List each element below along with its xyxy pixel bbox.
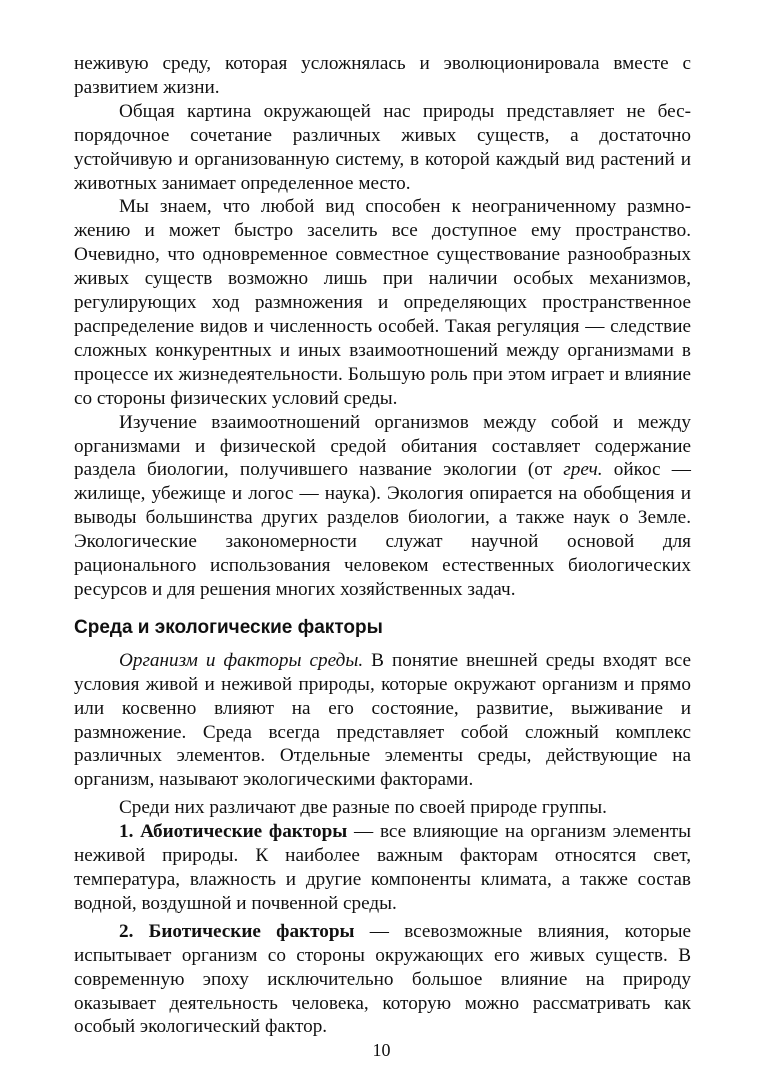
- paragraph-1: неживую среду, которая усложнялась и эволюционировала вместе с развитием жизни.: [74, 53, 691, 98]
- paragraph-8: [74, 920, 691, 1040]
- paragraph-7-text: — все влияющие на организм элементы неживой природы. К наиболее важным факторам относятся свет, температура, влажность и другие компоненты климата, а также состав водной, воздушной и почвенной среды.: [74, 821, 691, 914]
- paragraph-8-text: — всевозможные влияния, которые испытывает организм со стороны окружающих его живых существ. В современную эпоху исключительно большое влияние на природу оказывает деятельность человека, которую можно рассматривать как особый экологический фактор.: [74, 920, 691, 1038]
- paragraph-7: [74, 820, 691, 916]
- paragraph-7-bold-lead: 1. Абиотические факторы: [119, 821, 348, 843]
- paragraph-6: Среди них различают две разные по своей природе группы.: [119, 797, 607, 819]
- paragraph-4-text-a: Изучение взаимоотношений организмов между собой и между организмами и физической средой обитания составляет содержание раздела биологии, получившего название экологии (от: [74, 411, 691, 481]
- section-heading: Среда и экологические факторы: [74, 616, 383, 638]
- paragraph-4: [74, 411, 691, 602]
- paragraph-2: Общая картина окружающей нас природы представляет не беспорядочное сочетание различных живых существ, а достаточно устойчивую и организованную систему, в которой каждый вид растений и животных занимает определенное место.: [74, 100, 691, 194]
- paragraph-5: [74, 649, 691, 792]
- page-number: 10: [372, 1040, 391, 1060]
- page-body: [74, 52, 691, 1039]
- paragraph-4-text-b: ойкос — жилище, убежище и логос — наука). Экология опирается на обобщения и выводы большинства других разделов биологии, а также наук о Земле. Экологические закономерности служат научной основой для рационального использования человеком естественных биологических ресурсов и для решения многих хозяйственных задач.: [74, 459, 691, 600]
- paragraph-5-text: В понятие внешней среды входят все условия живой и неживой природы, которые окружают организм и прямо или косвенно влияют на его состояние, развитие, выживание и размножение. Среда всегда представляет собой сложный комплекс различных элементов. Отдельные элементы среды, действующие на организм, называют экологическими факторами.: [74, 649, 691, 791]
- paragraph-5-italic-lead: Организм и факторы среды.: [119, 649, 364, 671]
- paragraph-8-bold-lead: 2. Биотические факторы: [119, 920, 355, 942]
- paragraph-4-greek: греч.: [563, 459, 603, 481]
- paragraph-3: Мы знаем, что любой вид способен к неограниченному размножению и может быстро заселить все доступное ему пространство. Очевидно, что одновременное совместное существование разнообразных живых существ возможно лишь при наличии особых механизмов, регулирующих ход размножения и определяющих пространственное распределение видов и численность особей. Такая регуляция — следствие сложных конкурентных и иных взаимоотношений между организмами в процессе их жизнедеятельности. Большую роль при этом играет и влияние со стороны физических условий среды.: [74, 196, 691, 409]
